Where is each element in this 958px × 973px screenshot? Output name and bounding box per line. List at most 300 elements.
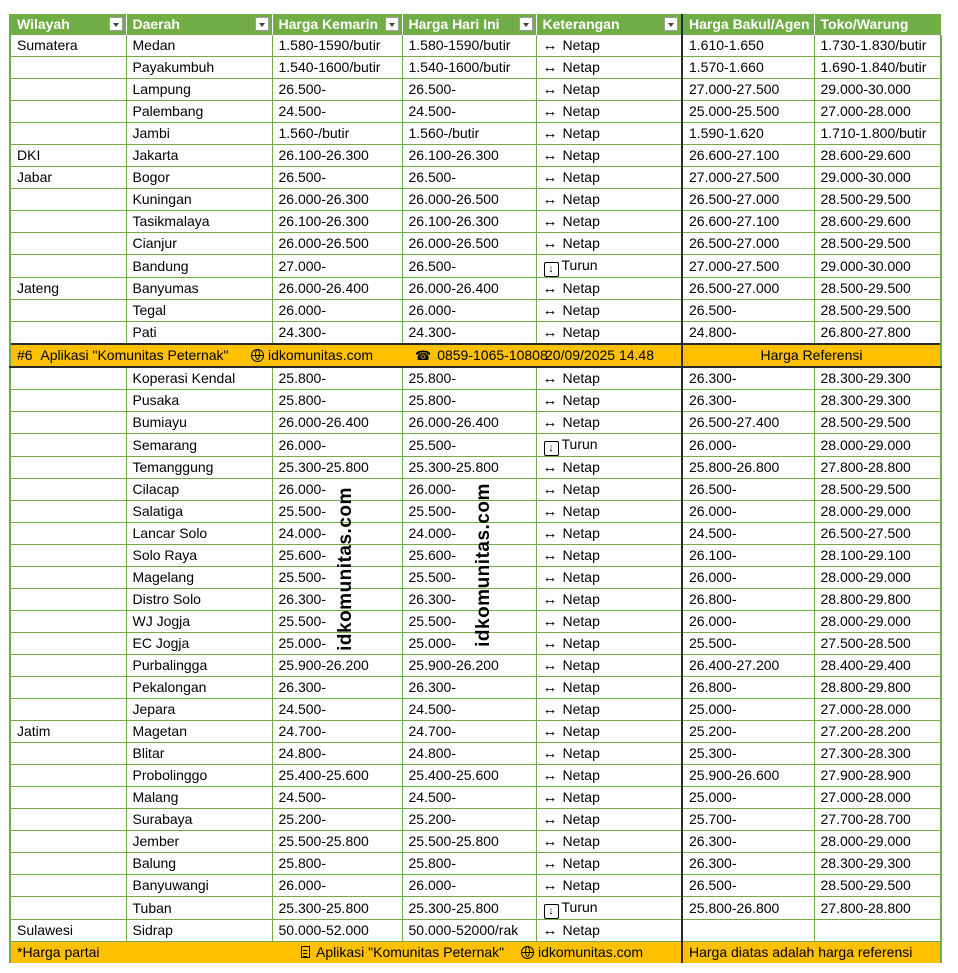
table-row <box>10 145 941 167</box>
cell-harga-hari-ini: 25.000- <box>402 633 536 655</box>
cell-wilayah: Jatim <box>10 721 126 743</box>
footer-note: *Harga partai <box>17 944 100 960</box>
arrow-left-right-icon: ↔ <box>542 81 558 98</box>
cell-wilayah: Jabar <box>10 167 126 189</box>
cell-keterangan <box>536 189 682 211</box>
cell-harga-hari-ini: 25.500- <box>402 611 536 633</box>
cell-toko-warung: 26.500-27.500 <box>814 523 941 545</box>
arrow-left-right-icon: ↔ <box>542 37 558 54</box>
cell-harga-kemarin: 24.700- <box>272 721 402 743</box>
cell-harga-hari-ini: 25.300-25.800 <box>402 457 536 479</box>
cell-wilayah <box>10 123 126 145</box>
cell-keterangan <box>536 479 682 501</box>
cell-toko-warung: 28.800-29.800 <box>814 589 941 611</box>
status-label: Netap <box>562 213 600 229</box>
cell-harga-kemarin: 26.000- <box>272 434 402 457</box>
table-row <box>10 123 941 145</box>
band-phone: 0859-1065-10808 <box>437 347 548 363</box>
cell-harga-kemarin: 26.500- <box>272 79 402 101</box>
cell-keterangan <box>536 853 682 875</box>
header-label: Harga Bakul/Agen <box>689 16 810 32</box>
cell-harga-kemarin: 25.500-25.800 <box>272 831 402 853</box>
cell-harga-hari-ini: 1.540-1600/butir <box>402 57 536 79</box>
cell-harga-hari-ini: 25.800- <box>402 853 536 875</box>
cell-wilayah <box>10 211 126 233</box>
arrow-left-right-icon: ↔ <box>542 213 558 230</box>
cell-harga-bakul: 26.300- <box>682 853 814 875</box>
header-row <box>10 14 941 35</box>
table-row <box>10 809 941 831</box>
table-row <box>10 721 941 743</box>
cell-harga-kemarin: 26.000-26.500 <box>272 233 402 255</box>
status-label: Netap <box>562 767 600 783</box>
status-label: Netap <box>562 59 600 75</box>
footer-left <box>10 942 682 964</box>
cell-harga-bakul: 26.500-27.000 <box>682 278 814 300</box>
status-label: Netap <box>562 591 600 607</box>
cell-toko-warung: 28.300-29.300 <box>814 853 941 875</box>
cell-harga-kemarin: 25.800- <box>272 367 402 390</box>
cell-toko-warung: 27.000-28.000 <box>814 101 941 123</box>
cell-toko-warung: 28.300-29.300 <box>814 390 941 412</box>
cell-daerah: Pekalongan <box>126 677 272 699</box>
cell-daerah: Cilacap <box>126 479 272 501</box>
harga-referensi-label: Harga Referensi <box>682 344 941 367</box>
cell-harga-bakul: 27.000-27.500 <box>682 167 814 189</box>
cell-harga-bakul: 26.500- <box>682 479 814 501</box>
status-label: Netap <box>562 547 600 563</box>
cell-harga-kemarin: 24.500- <box>272 787 402 809</box>
cell-wilayah <box>10 677 126 699</box>
cell-harga-bakul: 26.500-27.400 <box>682 412 814 434</box>
cell-harga-kemarin: 26.000- <box>272 875 402 897</box>
cell-keterangan <box>536 611 682 633</box>
cell-daerah: Magetan <box>126 721 272 743</box>
cell-harga-kemarin: 26.300- <box>272 589 402 611</box>
cell-daerah: Jepara <box>126 699 272 721</box>
cell-daerah: Temanggung <box>126 457 272 479</box>
cell-wilayah <box>10 633 126 655</box>
cell-harga-bakul: 25.800-26.800 <box>682 457 814 479</box>
cell-daerah: Pati <box>126 322 272 345</box>
cell-keterangan <box>536 255 682 278</box>
cell-harga-bakul: 25.700- <box>682 809 814 831</box>
cell-daerah: Pusaka <box>126 390 272 412</box>
cell-wilayah <box>10 699 126 721</box>
cell-wilayah: DKI <box>10 145 126 167</box>
cell-wilayah <box>10 322 126 345</box>
cell-harga-hari-ini: 25.500- <box>402 567 536 589</box>
cell-harga-bakul: 26.300- <box>682 831 814 853</box>
status-label: Netap <box>562 679 600 695</box>
cell-wilayah: Jateng <box>10 278 126 300</box>
cell-daerah: Koperasi Kendal <box>126 367 272 390</box>
header-harga-kemarin <box>272 14 402 35</box>
arrow-left-right-icon: ↔ <box>542 392 558 409</box>
filter-dropdown-icon[interactable] <box>255 17 269 31</box>
table-row <box>10 278 941 300</box>
cell-harga-bakul: 1.590-1.620 <box>682 123 814 145</box>
arrow-down-box-icon: ↓ <box>544 262 559 277</box>
cell-harga-bakul: 26.500- <box>682 875 814 897</box>
cell-harga-bakul: 25.000- <box>682 787 814 809</box>
cell-toko-warung: 28.500-29.500 <box>814 189 941 211</box>
watermark-left: idkomunitas.com <box>334 487 356 651</box>
header-daerah <box>126 14 272 35</box>
cell-harga-bakul: 26.800- <box>682 677 814 699</box>
status-label: Netap <box>562 324 600 340</box>
cell-harga-hari-ini: 25.500- <box>402 501 536 523</box>
cell-harga-bakul: 25.000-25.500 <box>682 101 814 123</box>
table-row <box>10 897 941 920</box>
cell-harga-kemarin: 25.800- <box>272 390 402 412</box>
header-toko-warung <box>814 14 941 35</box>
cell-harga-bakul: 25.200- <box>682 721 814 743</box>
band-number: #6 <box>17 347 33 363</box>
status-label: Netap <box>562 811 600 827</box>
cell-toko-warung: 27.000-28.000 <box>814 699 941 721</box>
filter-dropdown-icon[interactable] <box>519 17 533 31</box>
header-harga-hari-ini <box>402 14 536 35</box>
status-label: Turun <box>561 899 598 915</box>
arrow-left-right-icon: ↔ <box>542 877 558 894</box>
cell-keterangan <box>536 567 682 589</box>
cell-toko-warung: 27.800-28.800 <box>814 457 941 479</box>
cell-wilayah <box>10 655 126 677</box>
cell-harga-bakul: 26.100- <box>682 545 814 567</box>
cell-harga-hari-ini: 26.000-26.400 <box>402 278 536 300</box>
cell-daerah: Bumiayu <box>126 412 272 434</box>
footer-ref-note: Harga diatas adalah harga referensi <box>682 942 941 964</box>
cell-toko-warung: 28.000-29.000 <box>814 831 941 853</box>
status-label: Netap <box>562 723 600 739</box>
cell-harga-hari-ini: 26.000- <box>402 300 536 322</box>
arrow-left-right-icon: ↔ <box>542 723 558 740</box>
status-label: Netap <box>562 701 600 717</box>
cell-keterangan <box>536 278 682 300</box>
cell-harga-bakul: 24.500- <box>682 523 814 545</box>
cell-wilayah <box>10 457 126 479</box>
cell-harga-kemarin: 26.100-26.300 <box>272 211 402 233</box>
cell-harga-hari-ini: 50.000-52000/rak <box>402 920 536 942</box>
cell-wilayah <box>10 545 126 567</box>
cell-harga-kemarin: 25.800- <box>272 853 402 875</box>
table-row <box>10 920 941 942</box>
cell-keterangan <box>536 434 682 457</box>
status-label: Netap <box>562 657 600 673</box>
cell-harga-kemarin: 26.300- <box>272 677 402 699</box>
cell-keterangan <box>536 35 682 57</box>
cell-harga-hari-ini: 26.000- <box>402 875 536 897</box>
cell-keterangan <box>536 145 682 167</box>
cell-keterangan <box>536 545 682 567</box>
cell-toko-warung: 29.000-30.000 <box>814 167 941 189</box>
band-app-name: Aplikasi "Komunitas Peternak" <box>40 347 229 363</box>
cell-daerah: Bandung <box>126 255 272 278</box>
header-label: Harga Hari Ini <box>408 16 500 32</box>
cell-daerah: Distro Solo <box>126 589 272 611</box>
cell-keterangan <box>536 412 682 434</box>
arrow-left-right-icon: ↔ <box>542 591 558 608</box>
cell-harga-kemarin: 25.000- <box>272 633 402 655</box>
cell-daerah: Probolinggo <box>126 765 272 787</box>
status-label: Netap <box>562 613 600 629</box>
arrow-down-box-icon: ↓ <box>544 441 559 456</box>
arrow-left-right-icon: ↔ <box>542 147 558 164</box>
cell-harga-bakul: 25.500- <box>682 633 814 655</box>
cell-daerah: Jakarta <box>126 145 272 167</box>
cell-daerah: Banyumas <box>126 278 272 300</box>
cell-keterangan <box>536 57 682 79</box>
cell-harga-kemarin: 50.000-52.000 <box>272 920 402 942</box>
status-label: Netap <box>562 635 600 651</box>
cell-harga-bakul: 26.300- <box>682 367 814 390</box>
header-label: Wilayah <box>17 16 70 32</box>
cell-harga-bakul: 27.000-27.500 <box>682 79 814 101</box>
arrow-left-right-icon: ↔ <box>542 324 558 341</box>
status-label: Netap <box>562 392 600 408</box>
table-row <box>10 35 941 57</box>
cell-wilayah <box>10 233 126 255</box>
table-row <box>10 322 941 345</box>
cell-wilayah <box>10 189 126 211</box>
cell-keterangan <box>536 743 682 765</box>
cell-harga-kemarin: 26.100-26.300 <box>272 145 402 167</box>
arrow-left-right-icon: ↔ <box>542 525 558 542</box>
cell-keterangan <box>536 211 682 233</box>
footer-website: idkomunitas.com <box>538 944 644 960</box>
header-label: Keterangan <box>542 16 620 32</box>
cell-harga-kemarin: 26.500- <box>272 167 402 189</box>
cell-wilayah <box>10 809 126 831</box>
cell-harga-hari-ini: 25.600- <box>402 545 536 567</box>
cell-daerah: Malang <box>126 787 272 809</box>
cell-keterangan <box>536 633 682 655</box>
status-label: Netap <box>562 191 600 207</box>
cell-harga-kemarin: 25.500- <box>272 567 402 589</box>
cell-harga-kemarin: 25.500- <box>272 611 402 633</box>
cell-wilayah <box>10 743 126 765</box>
table-row <box>10 677 941 699</box>
cell-harga-kemarin: 27.000- <box>272 255 402 278</box>
cell-harga-hari-ini: 26.000-26.400 <box>402 412 536 434</box>
cell-toko-warung: 28.100-29.100 <box>814 545 941 567</box>
cell-wilayah <box>10 255 126 278</box>
cell-harga-bakul: 26.000- <box>682 434 814 457</box>
cell-toko-warung: 27.800-28.800 <box>814 897 941 920</box>
cell-harga-hari-ini: 24.800- <box>402 743 536 765</box>
arrow-left-right-icon: ↔ <box>542 767 558 784</box>
cell-harga-kemarin: 26.000-26.300 <box>272 189 402 211</box>
cell-harga-hari-ini: 25.800- <box>402 367 536 390</box>
cell-toko-warung: 27.000-28.000 <box>814 787 941 809</box>
cell-harga-hari-ini: 26.000-26.500 <box>402 189 536 211</box>
cell-wilayah <box>10 101 126 123</box>
arrow-left-right-icon: ↔ <box>542 789 558 806</box>
table-row <box>10 167 941 189</box>
cell-wilayah <box>10 765 126 787</box>
table-row <box>10 300 941 322</box>
status-label: Netap <box>562 81 600 97</box>
arrow-left-right-icon: ↔ <box>542 569 558 586</box>
arrow-left-right-icon: ↔ <box>542 481 558 498</box>
cell-harga-bakul <box>682 920 814 942</box>
cell-harga-bakul: 25.000- <box>682 699 814 721</box>
cell-daerah: Tegal <box>126 300 272 322</box>
cell-harga-kemarin: 24.500- <box>272 101 402 123</box>
cell-keterangan <box>536 920 682 942</box>
cell-keterangan <box>536 123 682 145</box>
table-row <box>10 211 941 233</box>
cell-wilayah <box>10 367 126 390</box>
cell-harga-hari-ini: 26.100-26.300 <box>402 145 536 167</box>
cell-wilayah: Sumatera <box>10 35 126 57</box>
cell-daerah: Cianjur <box>126 233 272 255</box>
arrow-left-right-icon: ↔ <box>542 503 558 520</box>
status-label: Netap <box>562 103 600 119</box>
cell-keterangan <box>536 831 682 853</box>
cell-daerah: Magelang <box>126 567 272 589</box>
table-row <box>10 79 941 101</box>
table-row <box>10 831 941 853</box>
cell-daerah: Sidrap <box>126 920 272 942</box>
arrow-left-right-icon: ↔ <box>542 701 558 718</box>
cell-keterangan <box>536 367 682 390</box>
cell-harga-kemarin: 26.000-26.400 <box>272 412 402 434</box>
band-datetime: 20/09/2025 14.48 <box>545 347 654 363</box>
cell-harga-bakul: 26.000- <box>682 611 814 633</box>
cell-harga-bakul: 1.610-1.650 <box>682 35 814 57</box>
cell-daerah: Balung <box>126 853 272 875</box>
table-row <box>10 434 941 457</box>
arrow-left-right-icon: ↔ <box>542 302 558 319</box>
cell-keterangan <box>536 721 682 743</box>
cell-harga-hari-ini: 26.500- <box>402 79 536 101</box>
table-row <box>10 765 941 787</box>
cell-harga-hari-ini: 1.580-1590/butir <box>402 35 536 57</box>
cell-wilayah <box>10 787 126 809</box>
cell-harga-hari-ini: 26.500- <box>402 255 536 278</box>
cell-harga-hari-ini: 24.700- <box>402 721 536 743</box>
cell-daerah: Medan <box>126 35 272 57</box>
cell-toko-warung: 1.710-1.800/butir <box>814 123 941 145</box>
cell-keterangan <box>536 875 682 897</box>
cell-harga-kemarin: 25.600- <box>272 545 402 567</box>
table-row <box>10 255 941 278</box>
cell-keterangan <box>536 167 682 189</box>
cell-wilayah <box>10 390 126 412</box>
cell-harga-kemarin: 25.500- <box>272 501 402 523</box>
status-label: Netap <box>562 37 600 53</box>
cell-wilayah <box>10 57 126 79</box>
cell-keterangan <box>536 699 682 721</box>
cell-harga-kemarin: 1.580-1590/butir <box>272 35 402 57</box>
cell-keterangan <box>536 655 682 677</box>
header-label: Harga Kemarin <box>278 16 379 32</box>
cell-harga-hari-ini: 26.100-26.300 <box>402 211 536 233</box>
info-band-cell <box>10 344 682 367</box>
filter-dropdown-icon[interactable] <box>385 17 399 31</box>
cell-harga-bakul: 26.000- <box>682 501 814 523</box>
cell-daerah: Payakumbuh <box>126 57 272 79</box>
cell-harga-kemarin: 26.000- <box>272 300 402 322</box>
table-row <box>10 412 941 434</box>
cell-harga-bakul: 26.500-27.000 <box>682 189 814 211</box>
cell-toko-warung: 28.500-29.500 <box>814 300 941 322</box>
arrow-left-right-icon: ↔ <box>542 922 558 939</box>
cell-harga-kemarin: 26.000-26.400 <box>272 278 402 300</box>
cell-toko-warung: 28.000-29.000 <box>814 611 941 633</box>
arrow-left-right-icon: ↔ <box>542 657 558 674</box>
arrow-left-right-icon: ↔ <box>542 679 558 696</box>
cell-toko-warung: 29.000-30.000 <box>814 79 941 101</box>
table-row <box>10 57 941 79</box>
cell-wilayah <box>10 79 126 101</box>
cell-toko-warung: 28.800-29.800 <box>814 677 941 699</box>
cell-harga-kemarin: 25.200- <box>272 809 402 831</box>
cell-harga-bakul: 25.900-26.600 <box>682 765 814 787</box>
cell-harga-hari-ini: 26.500- <box>402 167 536 189</box>
status-label: Netap <box>562 503 600 519</box>
cell-toko-warung: 28.500-29.500 <box>814 412 941 434</box>
cell-toko-warung: 27.700-28.700 <box>814 809 941 831</box>
cell-keterangan <box>536 787 682 809</box>
cell-harga-bakul: 26.500- <box>682 300 814 322</box>
cell-daerah: Jember <box>126 831 272 853</box>
cell-harga-bakul: 26.600-27.100 <box>682 145 814 167</box>
status-label: Netap <box>562 833 600 849</box>
header-label: Toko/Warung <box>820 16 909 32</box>
filter-dropdown-icon[interactable] <box>664 17 678 31</box>
cell-daerah: Jambi <box>126 123 272 145</box>
cell-toko-warung: 1.690-1.840/butir <box>814 57 941 79</box>
cell-harga-kemarin: 26.000- <box>272 479 402 501</box>
arrow-left-right-icon: ↔ <box>542 745 558 762</box>
cell-harga-bakul: 26.400-27.200 <box>682 655 814 677</box>
filter-dropdown-icon[interactable] <box>109 17 123 31</box>
arrow-left-right-icon: ↔ <box>542 280 558 297</box>
cell-harga-kemarin: 25.300-25.800 <box>272 457 402 479</box>
cell-keterangan <box>536 322 682 345</box>
cell-toko-warung: 29.000-30.000 <box>814 255 941 278</box>
cell-wilayah <box>10 831 126 853</box>
cell-harga-bakul: 27.000-27.500 <box>682 255 814 278</box>
cell-keterangan <box>536 101 682 123</box>
cell-harga-kemarin: 24.300- <box>272 322 402 345</box>
cell-keterangan <box>536 523 682 545</box>
cell-harga-kemarin: 24.500- <box>272 699 402 721</box>
cell-daerah: Surabaya <box>126 809 272 831</box>
cell-wilayah <box>10 523 126 545</box>
cell-wilayah <box>10 479 126 501</box>
cell-keterangan <box>536 589 682 611</box>
cell-daerah: Bogor <box>126 167 272 189</box>
cell-harga-hari-ini: 25.400-25.600 <box>402 765 536 787</box>
cell-keterangan <box>536 457 682 479</box>
cell-harga-hari-ini: 25.900-26.200 <box>402 655 536 677</box>
cell-wilayah <box>10 589 126 611</box>
table-row <box>10 367 941 390</box>
cell-wilayah <box>10 501 126 523</box>
status-label: Netap <box>562 745 600 761</box>
status-label: Netap <box>562 414 600 430</box>
cell-toko-warung: 27.500-28.500 <box>814 633 941 655</box>
arrow-left-right-icon: ↔ <box>542 125 558 142</box>
arrow-left-right-icon: ↔ <box>542 235 558 252</box>
cell-wilayah <box>10 611 126 633</box>
cell-harga-hari-ini: 25.200- <box>402 809 536 831</box>
cell-harga-hari-ini: 24.000- <box>402 523 536 545</box>
